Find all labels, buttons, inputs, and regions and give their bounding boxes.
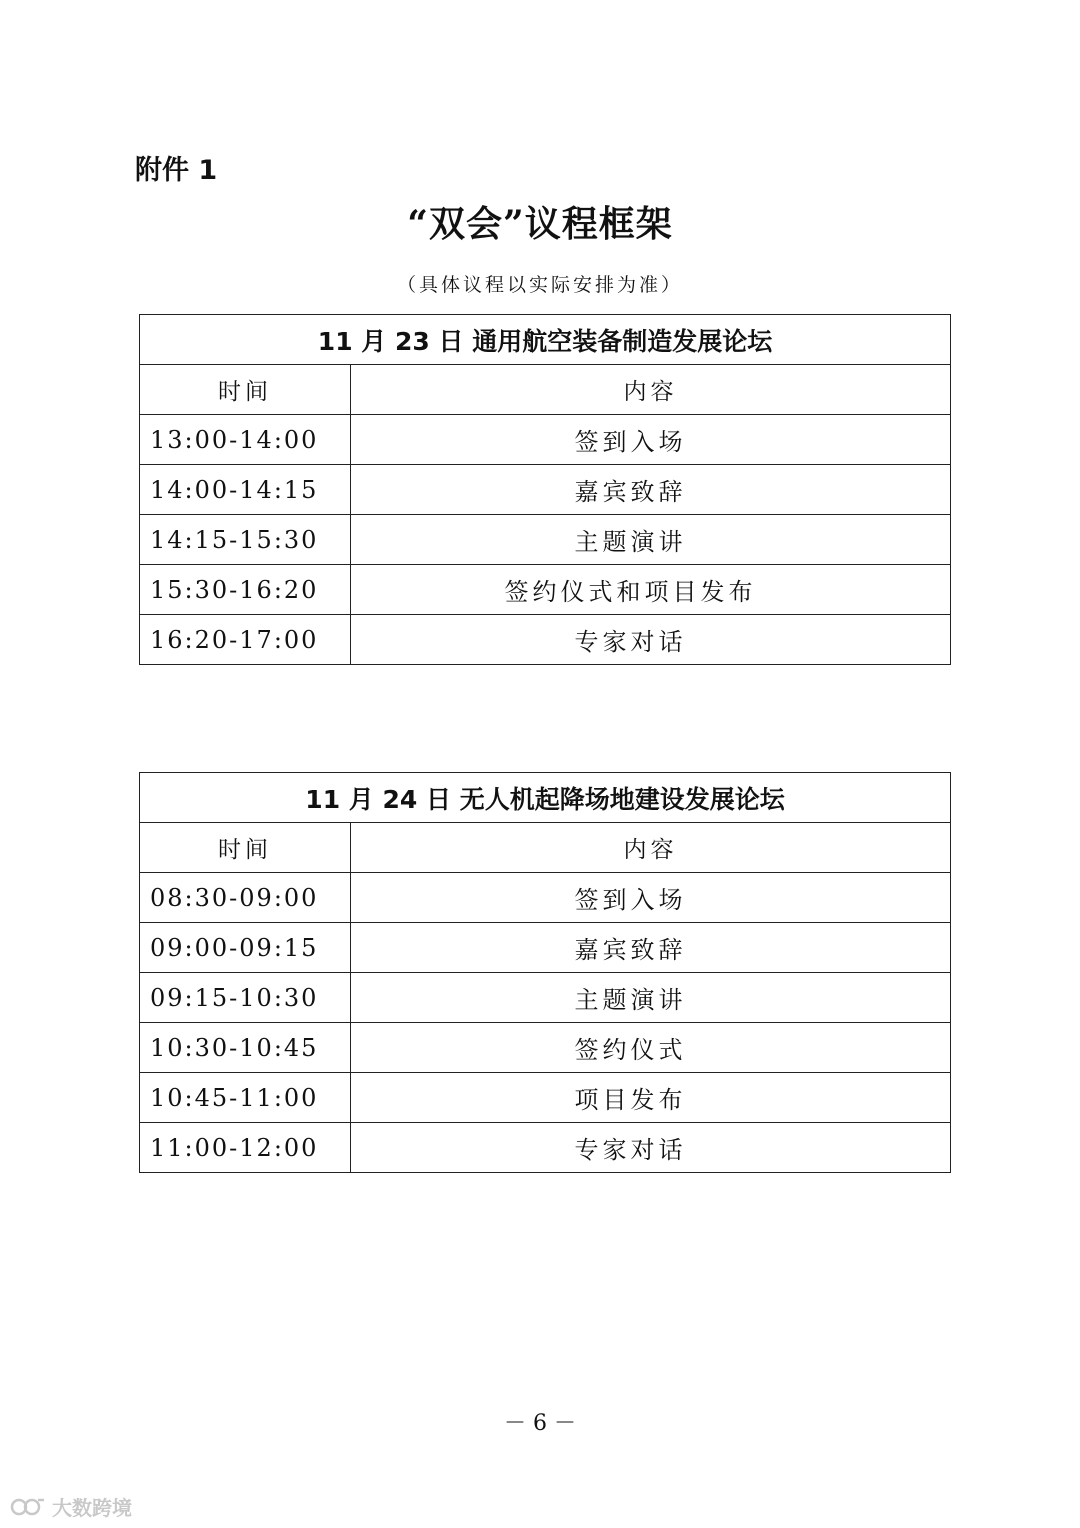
content-text: 签约仪式和项目发布 (504, 578, 757, 606)
time-cell: 13:00-14:00 (140, 415, 351, 465)
agenda-table-nov24 (139, 772, 951, 1173)
content-text: 签到入场 (574, 428, 687, 456)
page-number: － 6 － (504, 1411, 576, 1436)
column-header-content: 内容 (351, 823, 951, 873)
time-cell: 15:30-16:20 (140, 565, 351, 615)
content-text: 专家对话 (574, 1136, 687, 1164)
table-row (140, 1123, 951, 1173)
time-cell: 10:30-10:45 (140, 1023, 351, 1073)
agenda-table-nov23 (139, 314, 951, 665)
agenda-note: （具体议程以实际安排为准） (396, 274, 683, 296)
content-text: 签到入场 (574, 886, 687, 914)
content-cell (351, 923, 951, 973)
time-cell: 11:00-12:00 (140, 1123, 351, 1173)
content-cell (351, 973, 951, 1023)
column-header-time: 时间 (140, 823, 351, 873)
content-cell (351, 1023, 951, 1073)
content-cell (351, 615, 951, 665)
column-header-time: 时间 (140, 365, 351, 415)
content-cell (351, 415, 951, 465)
content-text: 专家对话 (574, 628, 687, 656)
time-cell: 10:45-11:00 (140, 1073, 351, 1123)
content-text: 主题演讲 (574, 986, 687, 1014)
content-cell (351, 515, 951, 565)
table-row (140, 565, 951, 615)
content-cell (351, 1123, 951, 1173)
content-cell (351, 1073, 951, 1123)
content-cell (351, 565, 951, 615)
table-caption: 11 月 23 日 通用航空装备制造发展论坛 (140, 315, 951, 365)
attachment-label: 附件 1 (135, 155, 218, 186)
table-row (140, 1023, 951, 1073)
content-text: 嘉宾致辞 (574, 478, 687, 506)
table-row (140, 973, 951, 1023)
time-cell: 14:15-15:30 (140, 515, 351, 565)
content-text: 主题演讲 (574, 528, 687, 556)
content-text: 签约仪式 (574, 1036, 687, 1064)
content-text: 嘉宾致辞 (574, 936, 687, 964)
table-caption: 11 月 24 日 无人机起降场地建设发展论坛 (140, 773, 951, 823)
time-cell: 09:15-10:30 (140, 973, 351, 1023)
table-row (140, 415, 951, 465)
column-header-content: 内容 (351, 365, 951, 415)
table-row (140, 615, 951, 665)
table-row (140, 873, 951, 923)
document-title: “双会”议程框架 (407, 203, 673, 245)
watermark-text: 大数跨境 (52, 1496, 132, 1520)
table-row (140, 923, 951, 973)
content-cell (351, 465, 951, 515)
brand-logo-icon (10, 1496, 46, 1518)
time-cell: 16:20-17:00 (140, 615, 351, 665)
time-cell: 09:00-09:15 (140, 923, 351, 973)
table-row (140, 515, 951, 565)
table-row (140, 465, 951, 515)
content-cell (351, 873, 951, 923)
time-cell: 08:30-09:00 (140, 873, 351, 923)
table-row (140, 1073, 951, 1123)
watermark (10, 1492, 132, 1521)
time-cell: 14:00-14:15 (140, 465, 351, 515)
content-text: 项目发布 (574, 1086, 687, 1114)
